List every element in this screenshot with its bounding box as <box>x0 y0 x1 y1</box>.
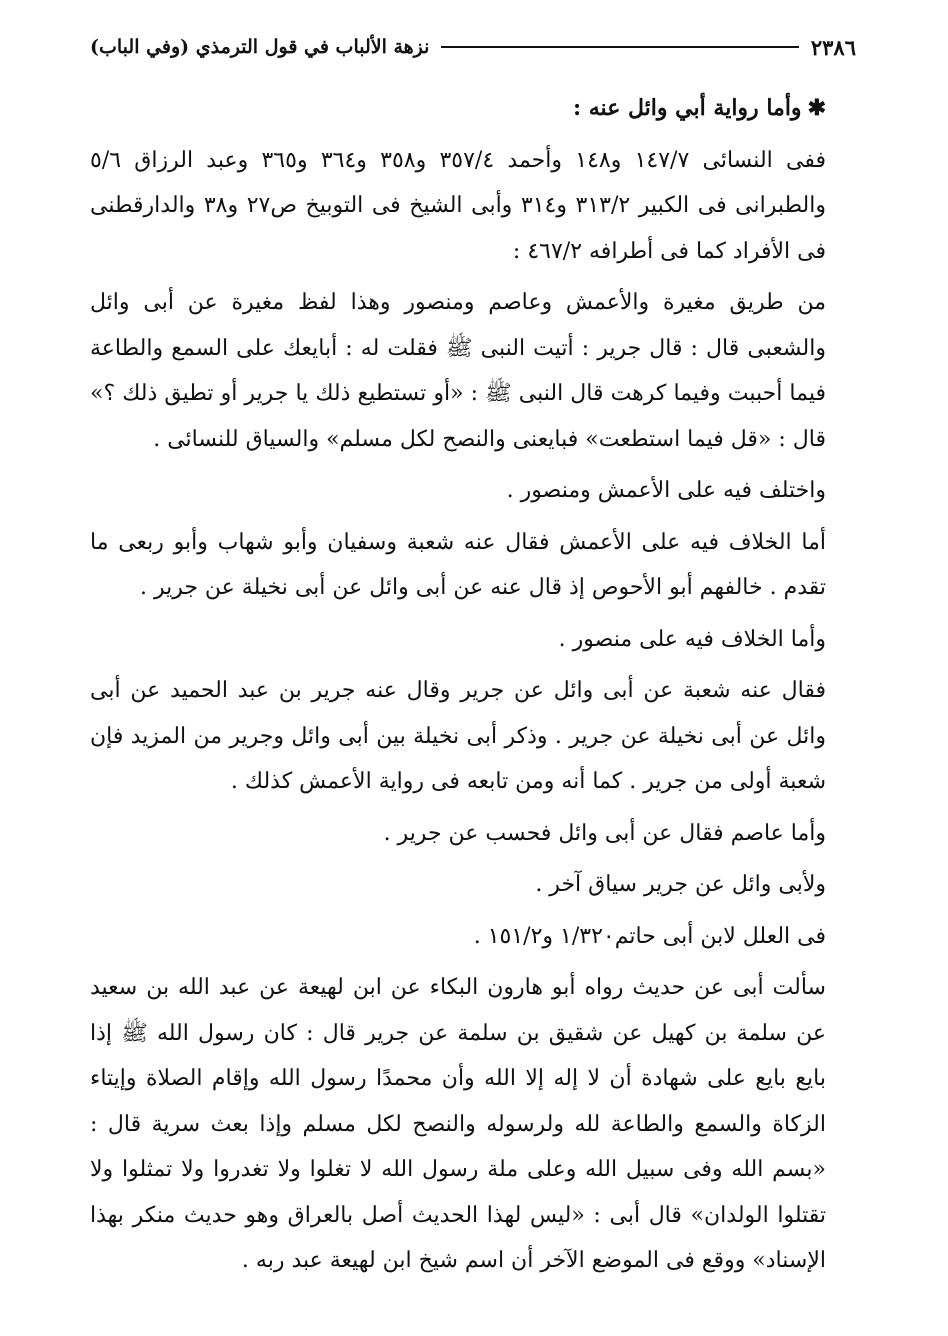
header-rule <box>441 46 798 48</box>
page-number: ٢٣٨٦ <box>810 34 856 60</box>
paragraph-asim: وأما عاصم فقال عن أبى وائل فحسب عن جرير . <box>383 820 826 846</box>
paragraph-sources: ففى النسائى ١٤٧/٧ و١٤٨ وأحمد ٣٥٧/٤ و٣٥٨ و٣٦٤ و٣٦٥ وعبد الرزاق ٥/٦ والطبرانى فى الكبير ٣١٣/٢ و٣١٤ وأبى الشيخ فى التوبيخ ص٢٧ و٣٨ والدارقطنى فى الأفراد كما فى أطرافه ٤٦٧/٢ : <box>90 147 826 264</box>
paragraph-other-narration: ولأبى وائل عن جرير سياق آخر . <box>535 872 826 897</box>
running-title: نزهة الألباب في قول الترمذي (وفي الباب) <box>90 36 430 58</box>
paragraph-ilal-text: سألت أبى عن حديث رواه أبو هارون البكاء عن ابن لهيعة عن عبد الله بن سعيد عن سلمة بن كهيل عن شقيق بن سلمة عن جرير قال : كان رسول الله ﷺ إذا بايع بايع على شهادة أن لا إله إلا الله وأن محمدًا رسول الله وإقام الصلاة وإيتاء الزكاة والسمع والطاعة لله ولرسوله والنصح لكل مسلم وإذا بعث سرية قال : «بسم الله وفى سبيل الله وعلى ملة رسول الله لا تغلوا ولا تغدروا ولا تمثلوا ولا تقتلوا الولدان» قال أبى : «ليس لهذا الحديث أصل بالعراق وهو حديث منكر بهذا الإسناد» ووقع فى الموضع الآخر أن اسم شيخ ابن لهيعة عبد ربه . <box>90 975 826 1273</box>
page-body <box>90 86 856 1316</box>
section-heading-text: وأما رواية أبي وائل عنه : <box>572 95 802 121</box>
paragraph-disagreement: واختلف فيه على الأعمش ومنصور . <box>506 478 826 503</box>
paragraph-ilal-reference: فى العلل لابن أبى حاتم١/٣٢٠ و١٥١/٢ . <box>473 923 826 949</box>
paragraph-hadith-text: من طريق مغيرة والأعمش وعاصم ومنصور وهذا لفظ مغيرة عن أبى وائل والشعبى قال : قال جرير : أتيت النبى ﷺ فقلت له : أبايعك على السمع والطاعة فيما أحببت وفيما كرهت قال النبى ﷺ : «أو تستطيع ذلك يا جرير أو تطيق ذلك ؟» قال : «قل فيما استطعت» فبايعنى والنصح لكل مسلم» والسياق للنسائى . <box>90 290 826 452</box>
book-page <box>90 30 856 1316</box>
paragraph-mansur: فقال عنه شعبة عن أبى وائل عن جرير وقال عنه جرير بن عبد الحميد عن أبى وائل عن أبى نخيلة عن جرير . وذكر أبى نخيلة بين أبى وائل وجرير من المزيد فإن شعبة أولى من جرير . كما أنه ومن تابعه فى رواية الأعمش كذلك . <box>90 678 826 794</box>
page-header <box>90 30 856 64</box>
paragraph-amash: أما الخلاف فيه على الأعمش فقال عنه شعبة وسفيان وأبو شهاب وأبو ربعى ما تقدم . خالفهم أبو الأحوص إذ قال عنه عن أبى وائل عن أبى نخيلة عن جرير . <box>90 529 827 600</box>
section-heading <box>90 86 856 132</box>
star-marker-icon: ✱ <box>807 95 826 121</box>
paragraph-mansur-heading: وأما الخلاف فيه على منصور . <box>558 626 826 652</box>
